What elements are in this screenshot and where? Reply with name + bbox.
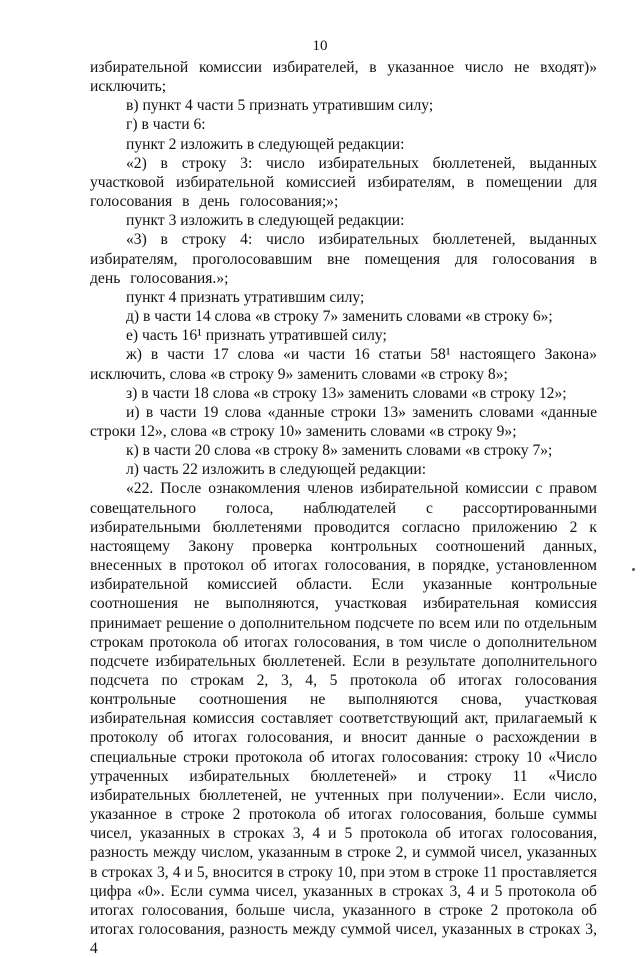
paragraph-point-2-text: «2) в строку 3: число избирательных бюллетеней, выданных участковой избирательной комиссией избирателям, в помещении для голосования в день голосования;»; xyxy=(90,154,597,211)
paragraph-part-22: «22. После ознакомления членов избирательной комиссии с правом совещательного голоса, наблюдателей с рассортированными избирательными бюллетенями проводится согласно приложению 2 к настоящему Закону проверка контрольных соотношений данных, внесенных в протокол об итогах голосования, в порядке, установленном избирательной комиссией области. Если указанные контрольные соотношения не выполняются, участковая избирательная комиссия принимает решение о дополнительном подсчете по всем или по отдельным строкам протокола об итогах голосования, в том числе о дополнительном подсчете избирательных бюллетеней. Если в результате дополнительного подсчета по строкам 2, 3, 4, 5 протокола об итогах голосования контрольные соотношения не выполняются снова, участковая избирательная комиссия составляет соответствующий акт, прилагаемый к протоколу об итогах голосования, и вносит данные о расхождении в специальные строки протокола об итогах голосования: строку 10 «Число утраченных избирательных бюллетеней» и строку 11 «Число избирательных бюллетеней, не учтенных при получении». Если число, указанное в строке 2 протокола об итогах голосования, больше суммы чисел, указанных в строках 3, 4 и 5 протокола об итогах голосования, разность между числом, указанным в строке 2, и суммой чисел, указанных в строках 3, 4 и 5, вносится в строку 10, при этом в строке 11 проставляется цифра «0». Если сумма чисел, указанных в строках 3, 4 и 5 протокола об итогах голосования, больше числа, указанного в строке 2 протокола об итогах голосования, разность между суммой чисел, указанных в строках 3, 4 xyxy=(90,480,597,958)
paragraph-item-d: д) в части 14 слова «в строку 7» заменить словами «в строку 6»; xyxy=(126,308,553,326)
paragraph-continuation: избирательной комиссии избирателей, в указанное число не входят)» исключить; xyxy=(90,59,597,96)
paragraph-item-zh: ж) в части 17 слова «и части 16 статьи 58¹ настоящего Закона» исключить, слова «в строку 9» заменить словами «в строку 8»; xyxy=(90,346,597,383)
paragraph-item-l: л) часть 22 изложить в следующей редакции: xyxy=(126,461,427,479)
page-number: 10 xyxy=(312,38,328,54)
paragraph-item-z: з) в части 18 слова «в строку 13» заменить словами «в строку 12»; xyxy=(126,384,567,402)
paragraph-item-i: и) в части 19 слова «данные строки 13» заменить словами «данные строки 12», слова «в строку 10» заменить словами «в строку 9»; xyxy=(90,403,597,440)
paragraph-item-g: г) в части 6: xyxy=(126,116,206,134)
paragraph-point-3-intro: пункт 3 изложить в следующей редакции: xyxy=(126,212,405,230)
paragraph-point-4: пункт 4 признать утратившим силу; xyxy=(126,288,365,306)
paragraph-item-v: в) пункт 4 части 5 признать утратившим силу; xyxy=(126,97,434,115)
paragraph-point-3-text: «3) в строку 4: число избирательных бюллетеней, выданных избирателям, проголосовавшим вне помещения для голосования в день голосования.»; xyxy=(90,231,597,287)
paragraph-item-k: к) в части 20 слова «в строку 8» заменить словами «в строку 7»; xyxy=(126,442,553,460)
paragraph-point-2-intro: пункт 2 изложить в следующей редакции: xyxy=(126,135,405,153)
document-body xyxy=(90,58,597,958)
paragraph-item-e: е) часть 16¹ признать утратившей силу; xyxy=(126,327,387,345)
scan-speck xyxy=(632,568,635,571)
